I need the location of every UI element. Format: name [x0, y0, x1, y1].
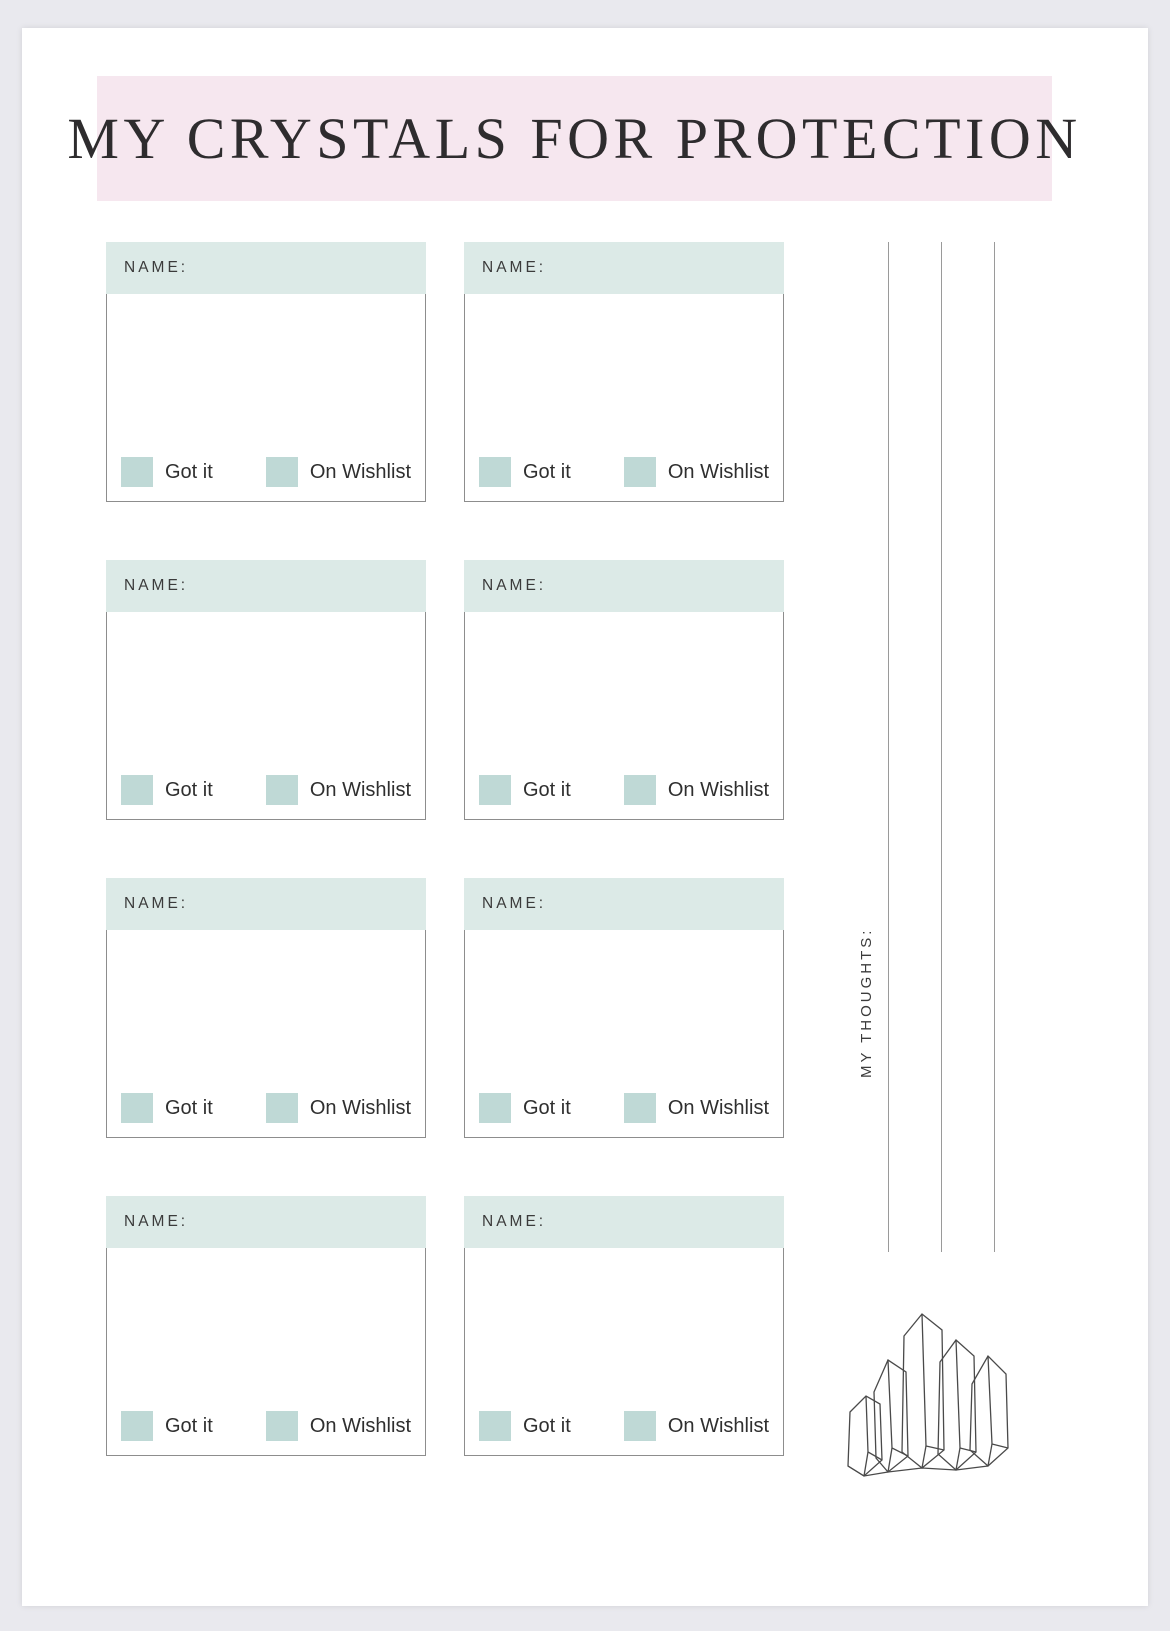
card-name-header: [106, 878, 426, 930]
got-it-label: Got it: [165, 1096, 213, 1119]
card-check-row: [107, 457, 425, 487]
card-name-header: [464, 878, 784, 930]
wishlist-checkbox[interactable]: [624, 1093, 656, 1123]
card-check-row: [465, 1411, 783, 1441]
card-body[interactable]: [464, 930, 784, 1138]
card-name-label: NAME:: [124, 259, 189, 276]
card-name-header: [106, 560, 426, 612]
got-it-checkbox[interactable]: [479, 1093, 511, 1123]
crystal-card: [106, 242, 426, 502]
card-check-row: [465, 1093, 783, 1123]
card-body[interactable]: [464, 294, 784, 502]
crystal-card: [106, 878, 426, 1138]
card-name-label: NAME:: [124, 577, 189, 594]
card-name-header: [464, 242, 784, 294]
card-name-label: NAME:: [124, 895, 189, 912]
wishlist-label: On Wishlist: [309, 1096, 411, 1119]
page-title-banner: [67, 76, 1082, 201]
wishlist-label: On Wishlist: [667, 778, 769, 801]
wishlist-label: On Wishlist: [309, 1414, 411, 1437]
got-it-checkbox[interactable]: [121, 1093, 153, 1123]
printable-page: [22, 28, 1148, 1606]
got-it-checkbox[interactable]: [121, 457, 153, 487]
wishlist-checkbox[interactable]: [624, 1411, 656, 1441]
crystal-cluster-icon: [822, 1300, 1022, 1495]
crystal-card: [106, 1196, 426, 1456]
crystal-card: [464, 242, 784, 502]
wishlist-label: On Wishlist: [667, 1414, 769, 1437]
crystal-card: [464, 560, 784, 820]
thoughts-rule-line[interactable]: [888, 242, 889, 1252]
crystal-card: [106, 560, 426, 820]
card-check-row: [465, 775, 783, 805]
card-check-row: [107, 1093, 425, 1123]
my-thoughts-label: MY THOUGHTS:: [858, 927, 875, 1078]
card-name-label: NAME:: [482, 259, 547, 276]
card-check-row: [107, 1411, 425, 1441]
wishlist-label: On Wishlist: [667, 460, 769, 483]
got-it-label: Got it: [523, 460, 571, 483]
got-it-checkbox[interactable]: [479, 1411, 511, 1441]
card-body[interactable]: [106, 612, 426, 820]
card-check-row: [107, 775, 425, 805]
wishlist-label: On Wishlist: [309, 460, 411, 483]
thoughts-rule-line[interactable]: [994, 242, 995, 1252]
got-it-checkbox[interactable]: [479, 775, 511, 805]
thoughts-rule-line[interactable]: [941, 242, 942, 1252]
got-it-checkbox[interactable]: [121, 775, 153, 805]
wishlist-checkbox[interactable]: [266, 457, 298, 487]
card-name-label: NAME:: [124, 1213, 189, 1230]
card-check-row: [465, 457, 783, 487]
got-it-checkbox[interactable]: [479, 457, 511, 487]
got-it-label: Got it: [165, 778, 213, 801]
card-body[interactable]: [464, 612, 784, 820]
card-body[interactable]: [106, 930, 426, 1138]
got-it-checkbox[interactable]: [121, 1411, 153, 1441]
wishlist-label: On Wishlist: [667, 1096, 769, 1119]
card-body[interactable]: [106, 1248, 426, 1456]
card-name-label: NAME:: [482, 577, 547, 594]
got-it-label: Got it: [165, 1414, 213, 1437]
got-it-label: Got it: [165, 460, 213, 483]
card-body[interactable]: [464, 1248, 784, 1456]
wishlist-checkbox[interactable]: [266, 1411, 298, 1441]
card-body[interactable]: [106, 294, 426, 502]
page-title: MY CRYSTALS FOR PROTECTION: [67, 106, 1082, 171]
wishlist-checkbox[interactable]: [266, 775, 298, 805]
wishlist-checkbox[interactable]: [266, 1093, 298, 1123]
wishlist-label: On Wishlist: [309, 778, 411, 801]
card-name-header: [106, 1196, 426, 1248]
crystal-card: [464, 1196, 784, 1456]
got-it-label: Got it: [523, 1414, 571, 1437]
card-name-header: [106, 242, 426, 294]
card-name-label: NAME:: [482, 1213, 547, 1230]
card-name-label: NAME:: [482, 895, 547, 912]
crystal-card: [464, 878, 784, 1138]
got-it-label: Got it: [523, 1096, 571, 1119]
card-name-header: [464, 1196, 784, 1248]
wishlist-checkbox[interactable]: [624, 775, 656, 805]
card-name-header: [464, 560, 784, 612]
got-it-label: Got it: [523, 778, 571, 801]
wishlist-checkbox[interactable]: [624, 457, 656, 487]
